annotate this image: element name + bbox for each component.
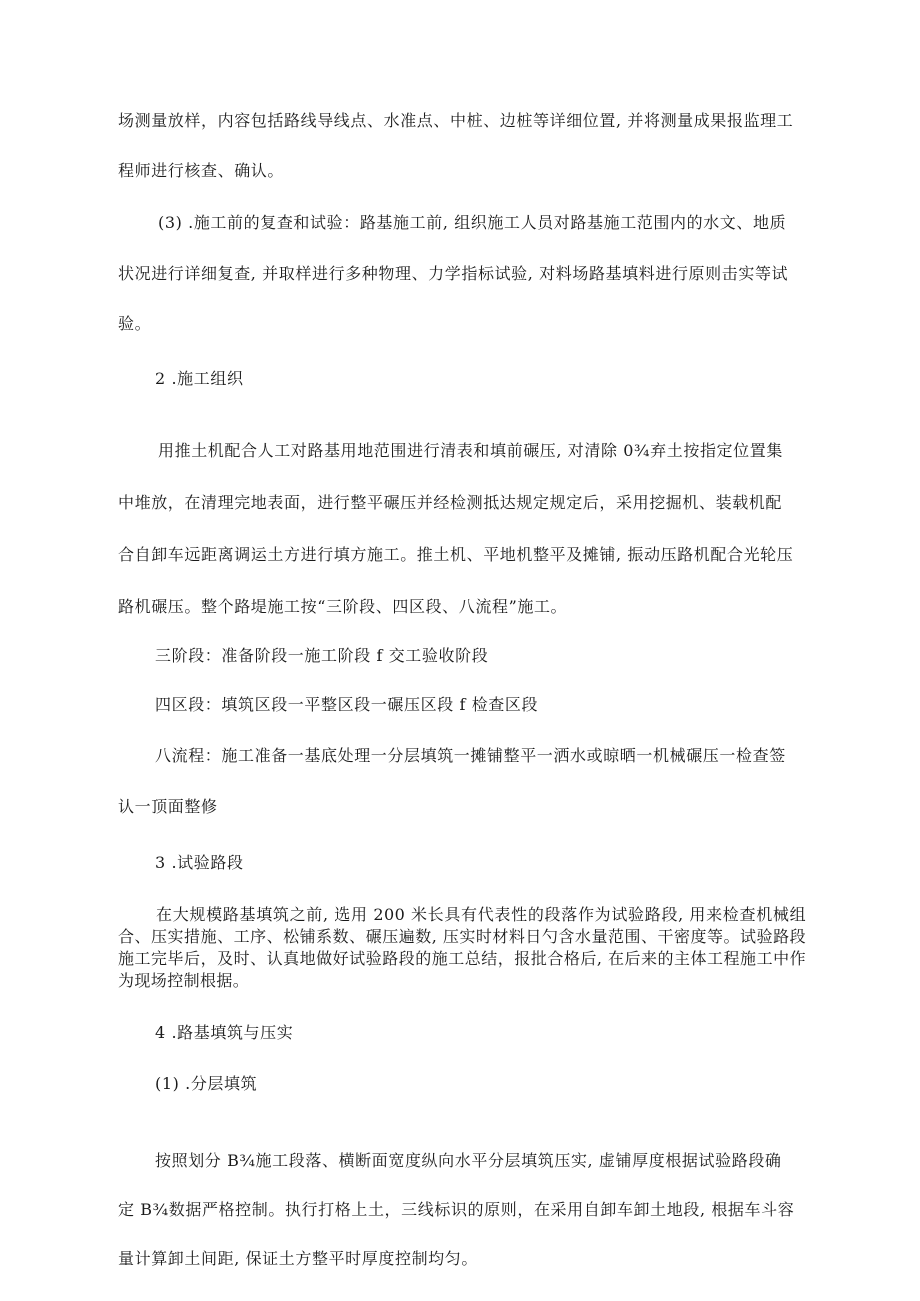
para2-line3: 验。 bbox=[118, 314, 152, 333]
para5-line1: 按照划分 B¾施工段落、横断面宽度纵向水平分层填筑压实, 虚铺厚度根据试验路段确 bbox=[155, 1151, 782, 1170]
para3-line1: 用推土机配合人工对路基用地范围进行清表和填前碾压, 对清除 0¾弃土按指定位置集 bbox=[158, 441, 783, 460]
stages-line: 三阶段：准备阶段一施工阶段 f 交工验收阶段 bbox=[155, 646, 489, 665]
flow-line2: 认一顶面整修 bbox=[118, 797, 218, 816]
para5-line2: 定 B¾数据严格控制。执行打格上土，三线标识的原则，在采用自卸车卸土地段, 根据车斗容 bbox=[118, 1200, 795, 1219]
para1-line2: 程师进行核查、确认。 bbox=[118, 161, 285, 180]
sections-line: 四区段：填筑区段一平整区段一碾压区段 f 检查区段 bbox=[155, 695, 539, 714]
flow-line1: 八流程：施工准备一基底处理一分层填筑一摊铺整平一洒水或晾晒一机械碾压一检查签 bbox=[155, 746, 786, 765]
para3-line3: 合自卸车远距离调运土方进行填方施工。推土机、平地机整平及摊铺, 振动压路机配合光轮压 bbox=[118, 545, 794, 564]
heading-2: 2 .施工组织 bbox=[155, 369, 244, 388]
para2-line1: (3) .施工前的复查和试验：路基施工前, 组织施工人员对路基施工范围内的水文、地质 bbox=[158, 213, 787, 232]
para1-line1: 场测量放样，内容包括路线导线点、水准点、中桩、边桩等详细位置, 并将测量成果报监理工 bbox=[118, 111, 794, 130]
heading-4: 4 .路基填筑与压实 bbox=[155, 1023, 294, 1042]
para3-line4: 路机碾压。整个路堤施工按“三阶段、四区段、八流程”施工。 bbox=[118, 597, 568, 616]
para2-line2: 状况进行详细复查, 并取样进行多种物理、力学指标试验, 对料场路基填料进行原则击实等试 bbox=[118, 264, 789, 283]
para5-line3: 量计算卸土间距, 保证土方整平时厚度控制均匀。 bbox=[118, 1249, 478, 1268]
para4: 在大规模路基填筑之前, 选用 200 米长具有代表性的段落作为试验路段, 用来检查机械组合、压实措施、工序、松铺系数、碾压遍数, 压实时材料日勺含水量范围、干密度等。试验路段施工完毕后，及时、认真地做好试验路段的施工总结，报批合格后, 在后来的主体工程施工中作为现场控制根据。 bbox=[118, 905, 806, 990]
heading-4-1: (1) .分层填筑 bbox=[155, 1074, 258, 1093]
heading-3: 3 .试验路段 bbox=[155, 853, 244, 872]
para3-line2: 中堆放，在清理完地表面，进行整平碾压并经检测抵达规定规定后，采用挖掘机、装载机配 bbox=[118, 493, 783, 512]
